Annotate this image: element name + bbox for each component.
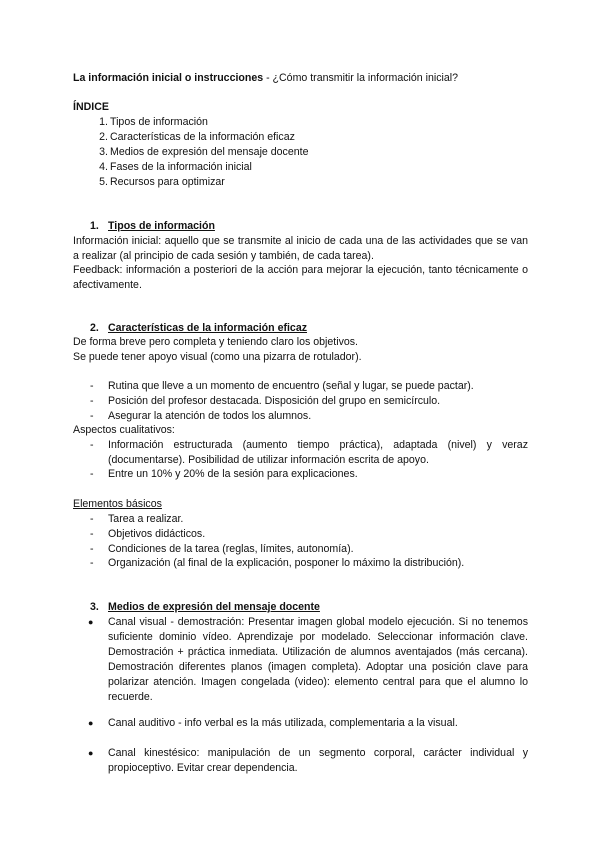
- basics-label: Elementos básicos: [73, 498, 162, 510]
- dash-marker: -: [90, 410, 94, 422]
- bullet-item: Canal kinestésico: manipulación de un segmento corporal, carácter individual y propioceptivo. Evitar crear dependencia.: [108, 747, 528, 774]
- section-2-title: Características de la información eficaz: [108, 322, 308, 334]
- bullet-item: Canal visual - demostración: Presentar imagen global modelo ejecución. Si no tenemos suficiente dominio vídeo. Aprendizaje por modelado. Seleccionar información clave. Demostración + práctica inmediata. Utilización de alumnos aventajados (más cercana). Demostración diferentes planos (imagen completa). Adoptar una posición clave para polarizar atención. Imagen congelada (video): elemento central para que el alumno lo recuerde.: [108, 616, 528, 703]
- basic-item: Condiciones de la tarea (reglas, límites, autonomía).: [108, 543, 354, 555]
- index-number: 3.: [99, 146, 108, 158]
- aspect-item: Entre un 10% y 20% de la sesión para explicaciones.: [108, 468, 358, 480]
- index-number: 4.: [99, 161, 108, 173]
- document-title: [73, 71, 528, 86]
- dash-marker: -: [90, 543, 94, 555]
- basic-item: Tarea a realizar.: [108, 513, 184, 525]
- index-item: Características de la información eficaz: [110, 131, 295, 143]
- bullet-icon: ●: [88, 748, 94, 758]
- index-number: 2.: [99, 131, 108, 143]
- aspects-label: Aspectos cualitativos:: [73, 424, 175, 436]
- section-1-heading: [90, 219, 215, 234]
- dash-marker: -: [90, 439, 94, 451]
- section-1-number: 1.: [90, 220, 99, 232]
- title-subtitle: - ¿Cómo transmitir la información inicial?: [263, 72, 459, 84]
- index-number: 1.: [99, 116, 108, 128]
- dash-marker: -: [90, 528, 94, 540]
- dash-marker: -: [90, 380, 94, 392]
- section-2-heading: [90, 321, 307, 336]
- section-2-line: De forma breve pero completa y teniendo claro los objetivos.: [73, 336, 359, 348]
- section-1-paragraph: Feedback: información a posteriori de la acción para mejorar la ejecución, tanto técnicamente o afectivamente.: [73, 264, 528, 291]
- basic-item: Objetivos didácticos.: [108, 528, 206, 540]
- section-3-heading: [90, 600, 320, 615]
- dash-item: Rutina que lleve a un momento de encuentro (señal y lugar, se puede pactar).: [108, 380, 474, 392]
- section-1-title: Tipos de información: [108, 220, 215, 232]
- basic-item: Organización (al final de la explicación, posponer lo máximo la distribución).: [108, 557, 465, 569]
- dash-marker: -: [90, 468, 94, 480]
- index-heading: ÍNDICE: [73, 101, 109, 113]
- index-item: Fases de la información inicial: [110, 161, 252, 173]
- section-3-title: Medios de expresión del mensaje docente: [108, 601, 320, 613]
- dash-marker: -: [90, 513, 94, 525]
- section-1-paragraph: Información inicial: aquello que se transmite al inicio de cada una de las actividades que se van a realizar (al principio de cada sesión y también, de cada tarea).: [73, 235, 528, 262]
- section-2-line: Se puede tener apoyo visual (como una pizarra de rotulador).: [73, 351, 362, 363]
- title-bold: La información inicial o instrucciones: [73, 72, 264, 84]
- index-number: 5.: [99, 176, 108, 188]
- dash-marker: -: [90, 395, 94, 407]
- bullet-item: Canal auditivo - info verbal es la más utilizada, complementaria a la visual.: [108, 717, 458, 729]
- dash-marker: -: [90, 557, 94, 569]
- dash-item: Asegurar la atención de todos los alumnos.: [108, 410, 312, 422]
- index-item: Tipos de información: [110, 116, 208, 128]
- section-3-number: 3.: [90, 601, 99, 613]
- dash-item: Posición del profesor destacada. Disposición del grupo en semicírculo.: [108, 395, 441, 407]
- index-item: Medios de expresión del mensaje docente: [110, 146, 309, 158]
- section-2-number: 2.: [90, 322, 99, 334]
- index-item: Recursos para optimizar: [110, 176, 225, 188]
- bullet-icon: ●: [88, 617, 94, 627]
- aspect-item: Información estructurada (aumento tiempo práctica), adaptada (nivel) y veraz (documentarse). Posibilidad de utilizar información escrita de apoyo.: [108, 439, 528, 466]
- bullet-icon: ●: [88, 718, 94, 728]
